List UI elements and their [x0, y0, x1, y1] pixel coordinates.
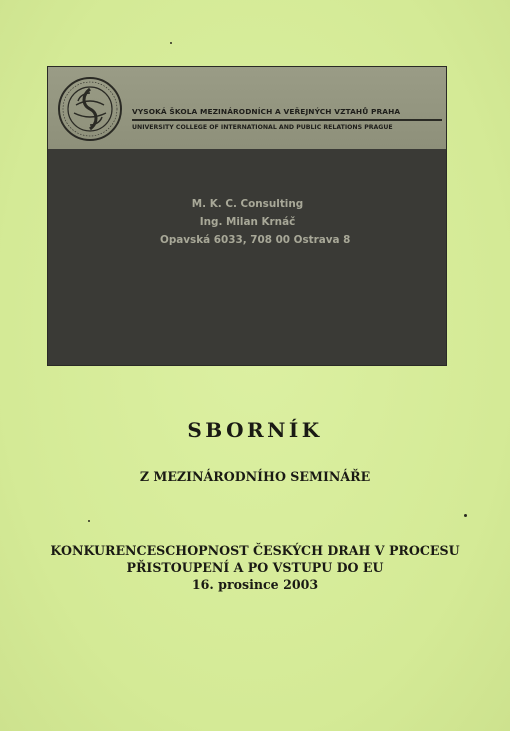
header-divider — [132, 119, 442, 121]
paper-speck — [464, 514, 467, 517]
school-header-band — [48, 67, 446, 149]
seminar-date: 16. prosince 2003 — [191, 577, 319, 592]
topic-line-2: PŘISTOUPENÍ A PO VSTUPU DO EU — [126, 560, 384, 575]
consultant-address: Opavská 6033, 708 00 Ostrava 8 — [160, 234, 351, 246]
school-name-czech: VYSOKÁ ŠKOLA MEZINÁRODNÍCH A VEŘEJNÝCH VZTAHŮ PRAHA — [132, 107, 401, 116]
seminar-topic — [0, 542, 510, 593]
school-name-english: UNIVERSITY COLLEGE OF INTERNATIONAL AND PUBLIC RELATIONS PRAGUE — [132, 124, 393, 131]
paper-speck — [170, 42, 172, 44]
consultant-person: Ing. Milan Krnáč — [199, 216, 296, 228]
paper-speck — [88, 520, 90, 522]
document-subtitle: Z MEZINÁRODNÍHO SEMINÁŘE — [139, 469, 371, 484]
cover-dark-panel — [47, 66, 447, 366]
school-seal-logo — [56, 75, 124, 143]
document-title: SBORNÍK — [187, 418, 323, 442]
topic-line-1: KONKURENCESCHOPNOST ČESKÝCH DRAH V PROCESU — [50, 543, 460, 558]
consultant-company: M. K. C. Consulting — [191, 198, 304, 210]
consultant-block — [160, 195, 351, 249]
